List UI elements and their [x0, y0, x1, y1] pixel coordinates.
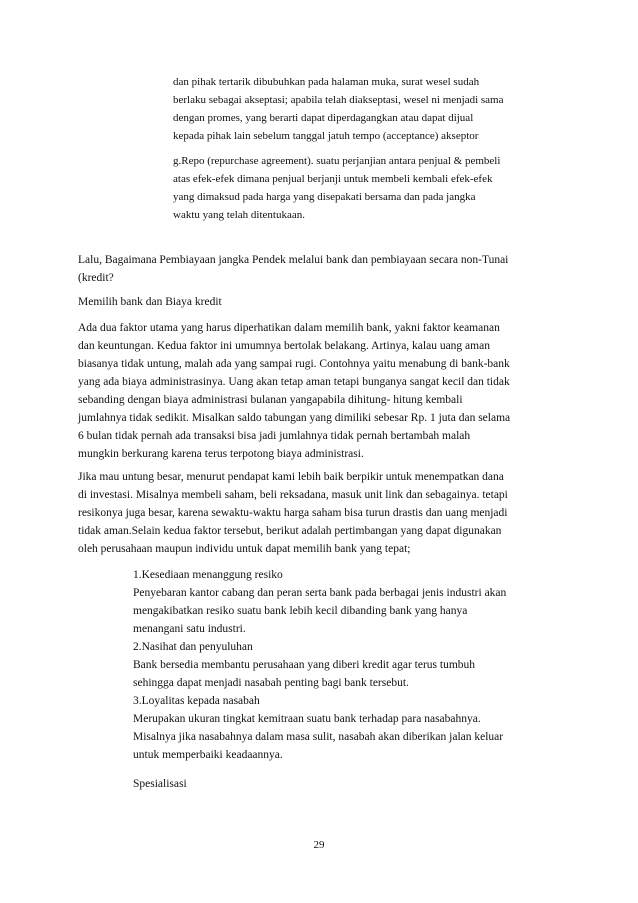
text-line: mungkin berkurang karena terus terpotong biaya administrasi.	[78, 448, 364, 460]
list-item-title: 2.Nasihat dan penyuluhan	[133, 641, 253, 653]
section-heading	[78, 293, 222, 311]
text-line: Penyebaran kantor cabang dan peran serta bank pada berbagai jenis industri akan	[133, 587, 507, 599]
text-line: untuk memperbaiki keadaannya.	[133, 749, 283, 761]
text-line: mengakibatkan resiko suatu bank lebih kecil dibanding bank yang hanya	[133, 605, 468, 617]
intro-block-1	[173, 73, 504, 145]
text-line: dan pihak tertarik dibubuhkan pada halaman muka, surat wesel sudah	[173, 76, 480, 88]
heading-text: Spesialisasi	[133, 778, 187, 790]
text-line: yang ada biaya administrasinya. Uang akan tetap aman tetapi bunganya sangat kecil dan tidak	[78, 376, 510, 388]
text-line: Lalu, Bagaimana Pembiayaan jangka Pendek melalui bank dan pembiayaan secara non-Tunai	[78, 254, 509, 266]
list-item-title: 1.Kesediaan menanggung resiko	[133, 569, 283, 581]
text-line: di investasi. Misalnya membeli saham, beli reksadana, masuk unit link dan sebagainya. tetapi	[78, 489, 508, 501]
text-line: (kredit?	[78, 272, 114, 284]
text-line: Merupakan ukuran tingkat kemitraan suatu bank terhadap para nasabahnya.	[133, 713, 481, 725]
paragraph-1	[78, 319, 510, 463]
list-block	[133, 566, 506, 764]
text-line: berlaku sebagai akseptasi; apabila telah diakseptasi, wesel ni menjadi sama	[173, 94, 504, 106]
text-line: Ada dua faktor utama yang harus diperhatikan dalam memilih bank, yakni faktor keamanan	[78, 322, 500, 334]
question-paragraph	[78, 251, 508, 287]
text-line: dan keuntungan. Kedua faktor ini umumnya bertolak belakang. Artinya, kalau uang aman	[78, 340, 490, 352]
text-line: biasanya tidak untung, malah ada yang sampai rugi. Contohnya yaitu menabung di bank-bank	[78, 358, 510, 370]
text-line: yang dimaksud pada harga yang disepakati bersama dan pada jangka	[173, 191, 476, 203]
last-heading	[133, 775, 187, 793]
text-line: sehingga dapat menjadi nasabah penting bagi bank tersebut.	[133, 677, 409, 689]
text-line: Misalnya jika nasabahnya dalam masa sulit, nasabah akan diberikan jalan keluar	[133, 731, 504, 743]
text-line: 6 bulan tidak pernah ada transaksi bisa jadi jumlahnya tidak pernah bertambah malah	[78, 430, 471, 442]
text-line: tidak aman.Selain kedua faktor tersebut, berikut adalah pertimbangan yang dapat digunakan	[78, 525, 502, 537]
intro-block-2	[173, 152, 500, 224]
text-line: jumlahnya tidak sedikit. Misalkan saldo tabungan yang dimiliki sebesar Rp. 1 juta dan selama	[78, 412, 511, 424]
text-line: dengan promes, yang berarti dapat diperdagangkan atau dapat dijual	[173, 112, 474, 124]
text-line: sebanding dengan biaya administrasi bulanan yangapabila dihitung- hitung kembali	[78, 394, 463, 406]
text-line: resikonya juga besar, karena sewaktu-waktu harga saham bisa turun drastis dan uang menjadi	[78, 507, 508, 519]
text-line: menangani satu industri.	[133, 623, 246, 635]
text-line: oleh perusahaan maupun individu untuk dapat memilih bank yang tepat;	[78, 543, 411, 555]
text-line: Bank bersedia membantu perusahaan yang diberi kredit agar terus tumbuh	[133, 659, 476, 671]
text-line: g.Repo (repurchase agreement). suatu perjanjian antara penjual & pembeli	[173, 155, 501, 167]
text-line: kepada pihak lain sebelum tanggal jatuh tempo (acceptance) akseptor	[173, 130, 479, 142]
list-item-title: 3.Loyalitas kepada nasabah	[133, 695, 260, 707]
text-line: waktu yang telah ditentukaan.	[173, 209, 305, 221]
paragraph-2	[78, 468, 508, 558]
text-line: Jika mau untung besar, menurut pendapat kami lebih baik berpikir untuk menempatkan dana	[78, 471, 504, 483]
text-line: atas efek-efek dimana penjual berjanji untuk membeli kembali efek-efek	[173, 173, 493, 185]
heading-text: Memilih bank dan Biaya kredit	[78, 296, 222, 308]
page-number: 29	[313, 839, 325, 851]
